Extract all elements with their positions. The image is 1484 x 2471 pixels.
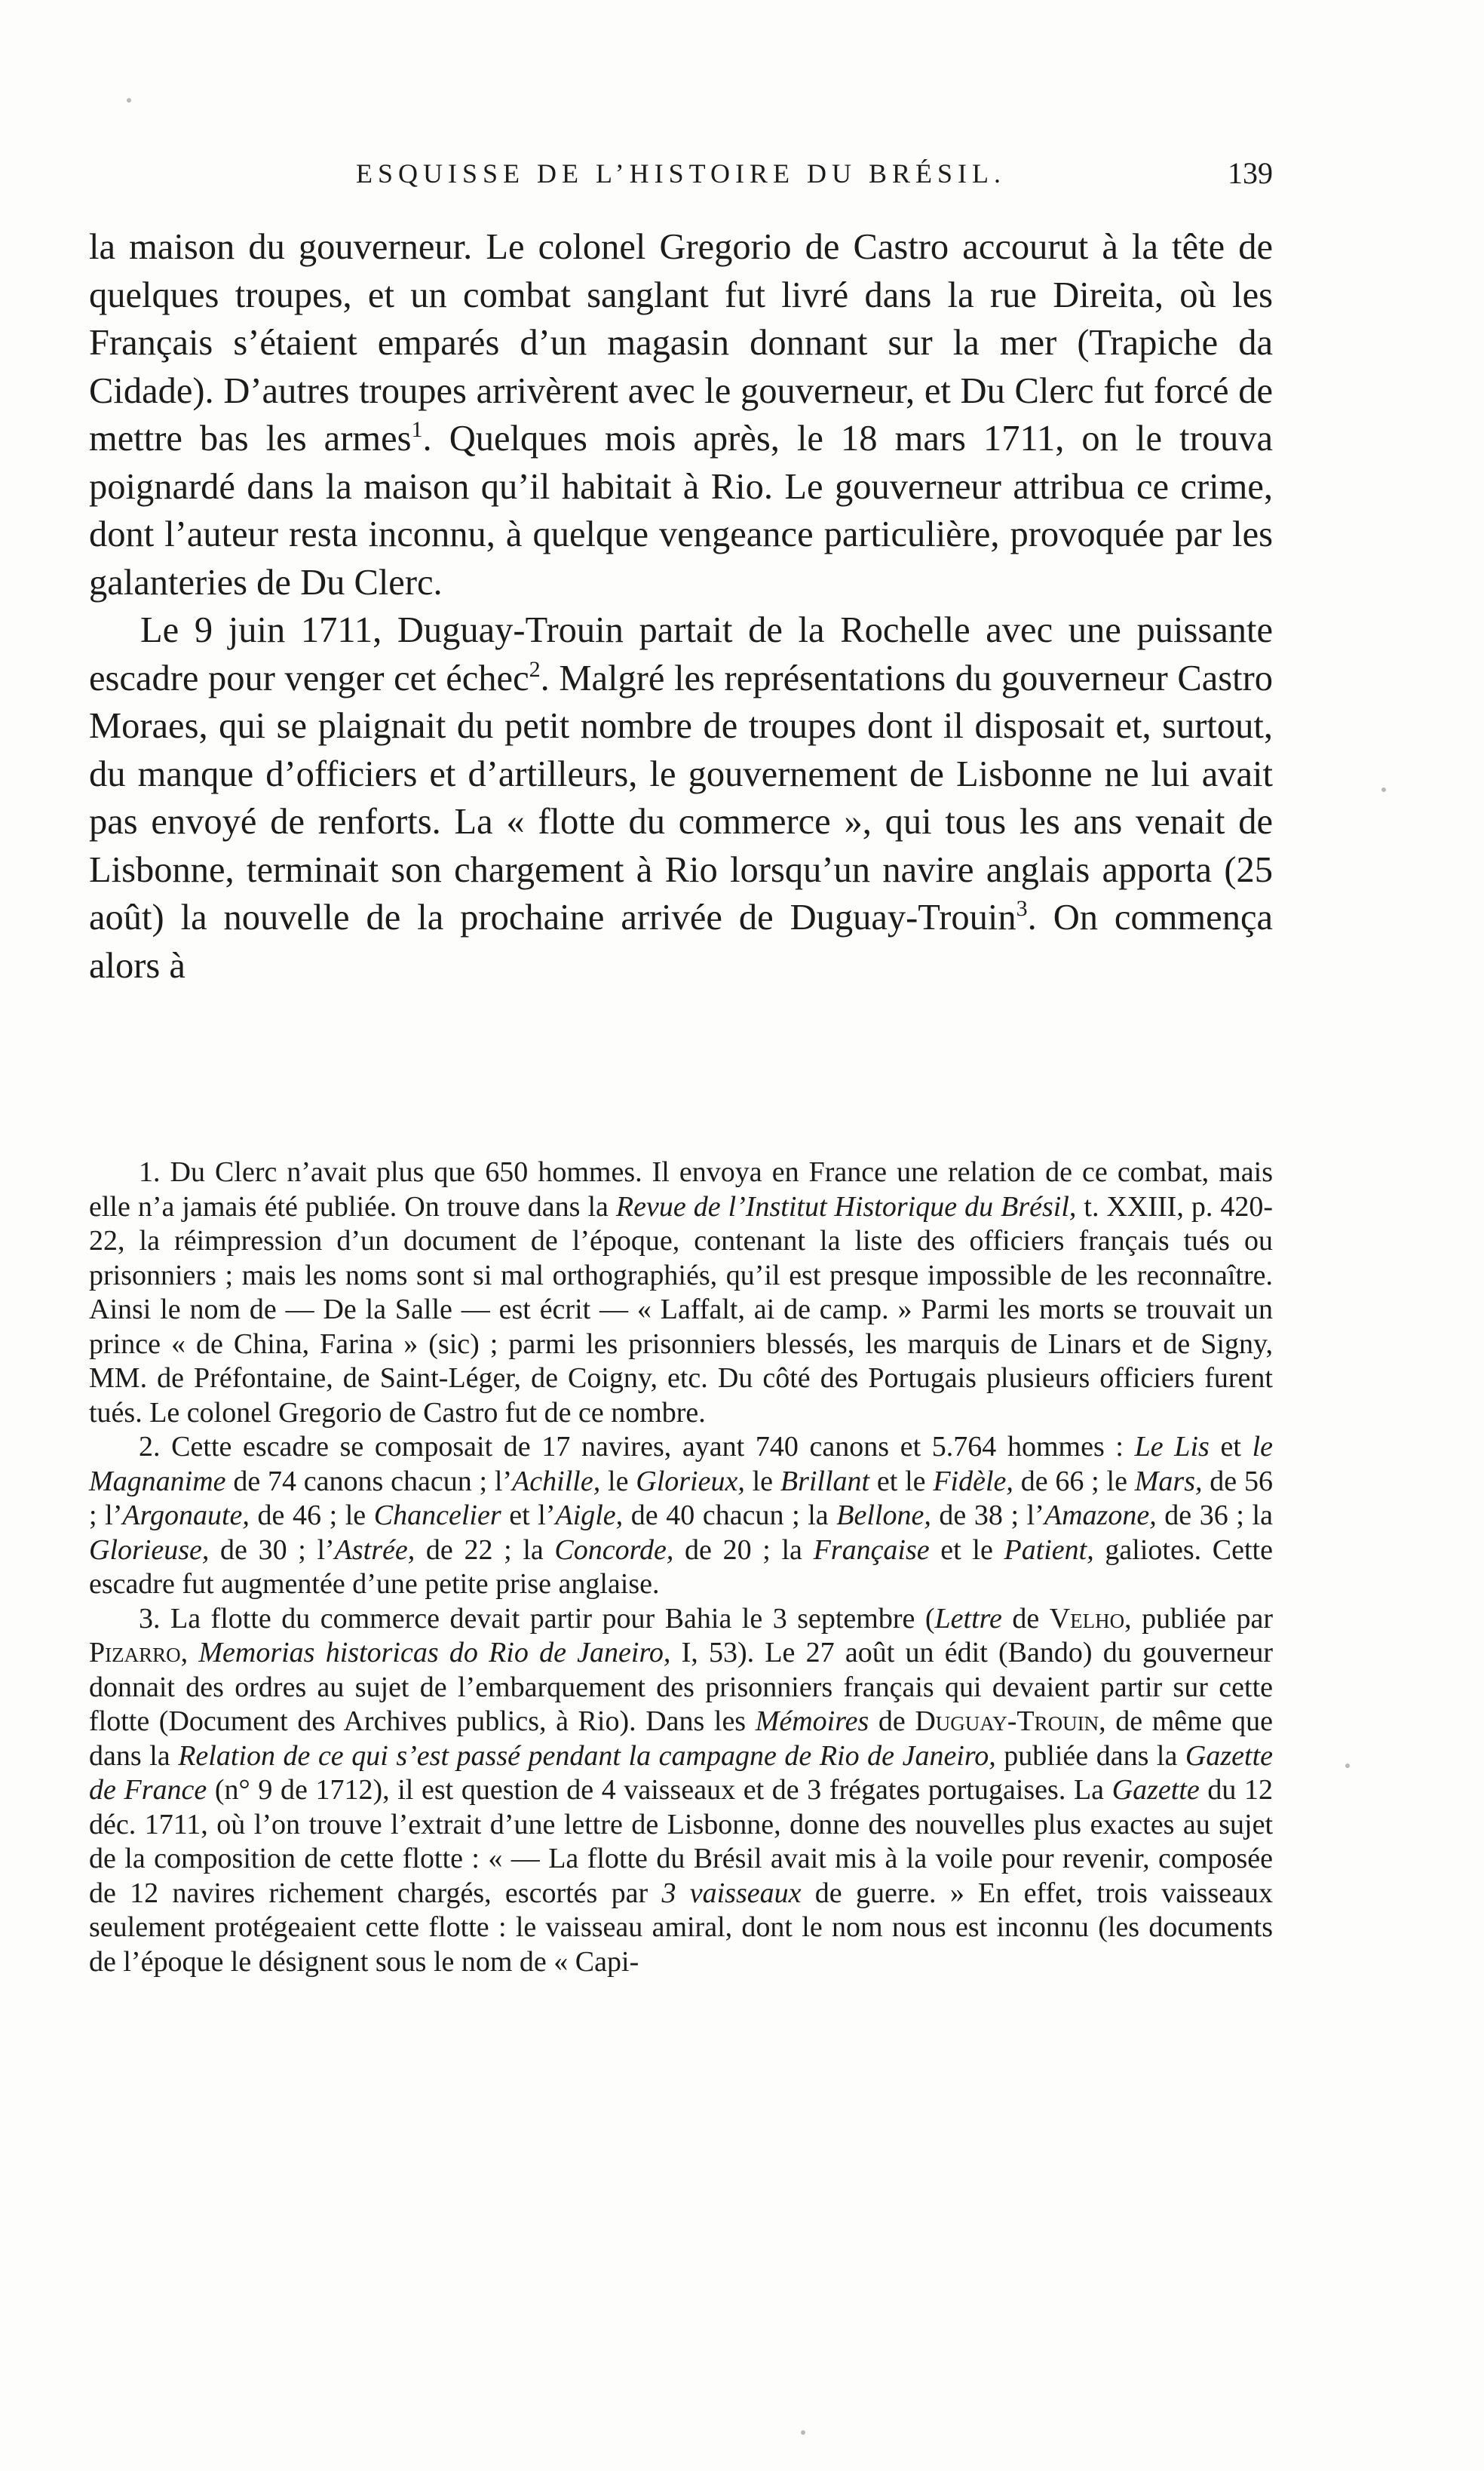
paragraph-2 <box>89 606 1273 990</box>
italic-title: 3 vaisseaux <box>661 1877 802 1909</box>
running-title: ESQUISSE DE L’HISTOIRE DU BRÉSIL. <box>355 158 1007 189</box>
text-span: de 74 canons chacun ; l’ <box>225 1465 513 1497</box>
text-span: . On commença alors à <box>89 898 1273 986</box>
text-span: , publiée par <box>1124 1602 1273 1635</box>
text-span: I, 53). Le 27 août un édit (Bando) du gouverneur donnait des ordres au sujet de l’embarquement des prisonniers français qui devaient partir sur cette flotte (Document des Archives publics, à Rio). Dans les <box>89 1637 1274 1737</box>
footnotes <box>89 1156 1273 1979</box>
ship-name: Argonaute, <box>122 1499 250 1531</box>
text-span: et <box>1209 1431 1253 1463</box>
paper-speck <box>1345 1763 1350 1768</box>
ship-name: Astrée, <box>334 1533 415 1566</box>
text-span: , de même que dans la <box>89 1705 1273 1772</box>
ship-name: Patient, <box>1004 1533 1094 1566</box>
text-span: (n° 9 de 1712), il est question de 4 vaisseaux et de 3 frégates portugaises. La <box>207 1774 1112 1806</box>
text-span: de 20 ; la <box>673 1533 814 1566</box>
page-number: 139 <box>1228 156 1273 190</box>
text-span: . Quelques mois après, le 18 mars 1711, on le trouva poignardé dans la maison qu’il habitait à Rio. Le gouverneur attribua ce crime, dont l’auteur resta inconnu, à quelque vengeance particulière, provoquée par les galanteries de Du Clerc. <box>89 419 1273 603</box>
text-span: et le <box>929 1533 1004 1566</box>
ship-name: Bellone, <box>836 1499 931 1531</box>
text-span: galiotes. Cette escadre fut augmentée d’une petite prise anglaise. <box>89 1533 1273 1600</box>
ship-name: le Magnanime <box>89 1431 1273 1497</box>
ship-name: Concorde, <box>554 1533 674 1566</box>
paper-speck <box>801 2430 805 2435</box>
text-span: de 46 ; le <box>249 1499 374 1531</box>
paragraph-1 <box>89 223 1273 606</box>
paper-speck <box>127 98 131 103</box>
footnote-2 <box>89 1430 1273 1602</box>
text-span: publiée dans la <box>995 1739 1185 1772</box>
ship-name: Française <box>813 1533 930 1566</box>
footnote-ref-1: 1 <box>411 416 423 442</box>
ship-name: Chancelier <box>373 1499 501 1531</box>
ship-name: Brillant <box>780 1465 870 1497</box>
text-span: Le 9 juin 1711, Duguay-Trouin partait de la Rochelle avec une puissante escadre pour venger cet échec <box>89 610 1273 698</box>
ship-name: Fidèle, <box>933 1465 1013 1497</box>
text-span: de 66 ; le <box>1013 1465 1135 1497</box>
text-span: de 36 ; la <box>1156 1499 1273 1531</box>
italic-title: Gazette de France <box>89 1739 1273 1806</box>
main-text <box>89 223 1273 990</box>
text-span: la maison du gouverneur. Le colonel Gregorio de Castro accourut à la tête de quelques troupes, et un combat sanglant fut livré dans la rue Direita, où les Français s’étaient emparés d’un magasin donnant sur la mer (Trapiche da Cidade). D’autres troupes arrivèrent avec le gouverneur, et Du Clerc fut forcé de mettre bas les armes <box>89 227 1273 459</box>
text-span: le <box>600 1465 636 1497</box>
text-span: de 22 ; la <box>415 1533 555 1566</box>
italic-title: Revue de l’Institut Historique du Brésil, <box>615 1190 1077 1223</box>
ship-name: Aigle, <box>555 1499 624 1531</box>
text-span: , <box>180 1637 199 1668</box>
footnote-ref-2: 2 <box>529 655 541 682</box>
ship-name: Le Lis <box>1134 1431 1210 1463</box>
paper-speck <box>1381 787 1386 792</box>
ship-name: Amazone, <box>1044 1499 1157 1531</box>
text-span: . Malgré les représentations du gouverneur Castro Moraes, qui se plaignait du petit nombre de troupes dont il disposait et, surtout, du manque d’officiers et d’artilleurs, le gouvernement de Lisbonne ne lui avait pas envoyé de renforts. La « flotte du commerce », qui tous les ans venait de Lisbonne, terminait son chargement à Rio lorsqu’un navire anglais apporta (25 août) la nouvelle de la prochaine arrivée de Duguay-Trouin <box>89 658 1273 938</box>
author-name: Duguay-Trouin <box>915 1705 1099 1737</box>
italic-title: Gazette <box>1111 1774 1200 1806</box>
text-span: de 40 chacun ; la <box>623 1499 837 1531</box>
italic-title: Memorias historicas do Rio de Janeiro, <box>198 1637 671 1668</box>
footnote-ref-3: 3 <box>1016 895 1028 921</box>
text-span: 2. Cette escadre se composait de 17 navires, ayant 740 canons et 5.764 hommes : <box>139 1431 1135 1463</box>
text-span: le <box>744 1465 780 1497</box>
footnote-3 <box>89 1602 1273 1980</box>
text-span: 3. La flotte du commerce devait partir pour Bahia le 3 septembre ( <box>139 1602 935 1635</box>
text-span: de 30 ; l’ <box>209 1533 335 1566</box>
text-span: t. XXIII, p. 420-22, la réimpression d’un document de l’époque, contenant la liste des officiers français tués ou prisonniers ; mais les noms sont si mal orthographiés, qu’il est presque impossible de les reconnaître. Ainsi le nom de — De la Salle — est écrit — « Laffalt, ai de camp. » Parmi les morts se trouvait un prince « de China, Farina » (sic) ; parmi les prisonniers blessés, les marquis de Linars et de Signy, MM. de Préfontaine, de Saint-Léger, de Coigny, etc. Du côté des Portugais plusieurs officiers furent tués. Le colonel Gregorio de Castro fut de ce nombre. <box>89 1190 1274 1429</box>
italic-title: Lettre <box>934 1602 1002 1635</box>
text-span: de 56 ; l’ <box>89 1465 1273 1531</box>
author-name: Velho <box>1049 1602 1125 1635</box>
author-name: Pizarro <box>89 1637 181 1668</box>
ship-name: Achille, <box>512 1465 601 1497</box>
text-span: de <box>1001 1602 1050 1635</box>
italic-title: Mémoires <box>755 1705 869 1737</box>
footnote-1 <box>89 1156 1273 1430</box>
text-span: de <box>869 1705 915 1737</box>
ship-name: Glorieuse, <box>89 1533 210 1566</box>
text-span: 1. Du Clerc n’avait plus que 650 hommes. Il envoya en France une relation de ce combat, mais elle n’a jamais été publiée. On trouve dans la <box>89 1156 1273 1223</box>
text-span: et le <box>869 1465 934 1497</box>
text-span: de guerre. » En effet, trois vaisseaux seulement protégeaient cette flotte : le vaisseau amiral, dont le nom nous est inconnu (les documents de l’époque le désignent sous le nom de « Capi- <box>89 1877 1273 1978</box>
text-span: et l’ <box>501 1499 556 1531</box>
ship-name: Glorieux, <box>636 1465 745 1497</box>
italic-title: Relation de ce qui s’est passé pendant la campagne de Rio de Janeiro, <box>178 1739 996 1772</box>
ship-name: Mars, <box>1134 1465 1203 1497</box>
text-span: de 38 ; l’ <box>931 1499 1044 1531</box>
running-head <box>89 151 1273 196</box>
text-span: du 12 déc. 1711, où l’on trouve l’extrait d’une lettre de Lisbonne, donne des nouvelles plus exactes au sujet de la composition de cette flotte : « — La flotte du Brésil avait mis à la voile pour revenir, composée de 12 navires richement chargés, escortés par <box>89 1774 1274 1909</box>
